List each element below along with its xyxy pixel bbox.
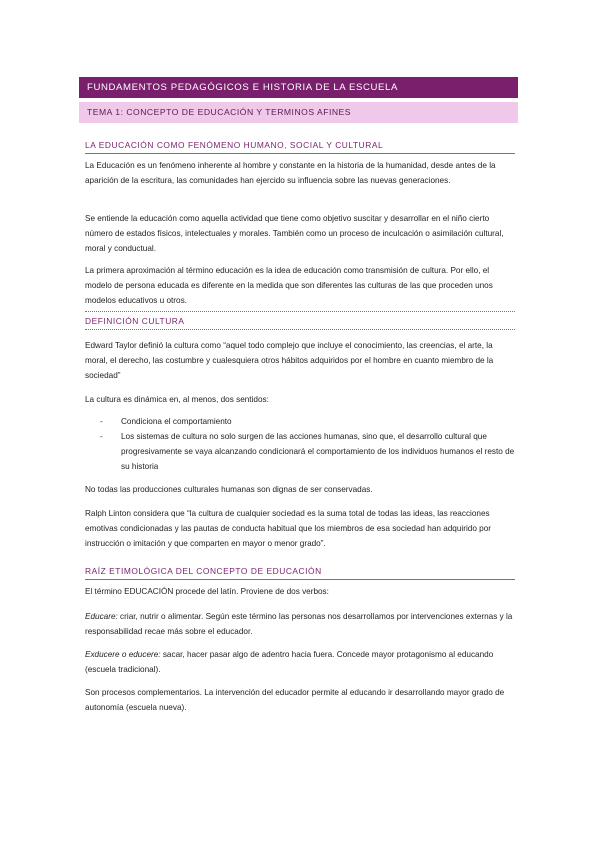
paragraph: La Educación es un fenómeno inherente al hombre y constante en la historia de la humanidad, desde antes de la aparición de la escritura, las comunidades han ejercido su influencia sobre las nuevas generaciones.	[85, 161, 496, 185]
paragraph: No todas las producciones culturales humanas son dignas de ser conservadas.	[85, 485, 373, 494]
bullet-marker: -	[100, 417, 103, 426]
paragraph: Son procesos complementarios. La intervención del educador permite al educando ir desarrollando mayor grado de autonomía (escuela nueva).	[85, 688, 505, 712]
paragraph-educare	[85, 609, 515, 639]
paragraph: Se entiende la educación como aquella actividad que tiene como objetivo suscitar y desarrollar en el niño cierto número de estados físicos, intelectuales y morales. También como un proceso de inculcación o asimilación cultural, moral y conductual.	[85, 214, 504, 253]
course-title-banner: FUNDAMENTOS PEDAGÓGICOS E HISTORIA DE LA ESCUELA	[79, 77, 518, 98]
term-exducere: Exducere o educere:	[85, 650, 161, 659]
list-item-text: Condiciona el comportamiento	[121, 417, 232, 426]
bullet-list	[100, 414, 515, 474]
section-heading-definicion-cultura: DEFINICIÓN CULTURA	[85, 311, 515, 330]
section-heading-raiz-etimologica: RAÍZ ETIMOLÓGICA DEL CONCEPTO DE EDUCACIÓN	[85, 566, 515, 580]
term-educare: Educare:	[85, 612, 118, 621]
paragraph: La primera aproximación al término educación es la idea de educación como transmisión de cultura. Por ello, el modelo de persona educada es diferente en la medida que son diferentes las culturas de las que proceden unos modelos educativos u otros.	[85, 266, 493, 305]
definition-exducere: sacar, hacer pasar algo de adentro hacia fuera. Concede mayor protagonismo al educando (escuela tradicional).	[85, 650, 494, 674]
paragraph: Ralph Linton considera que “la cultura de cualquier sociedad es la suma total de todas las ideas, las reacciones emotivas condicionadas y las pautas de conducta habitual que los miembros de esa sociedad han adquirido por instrucción o imitación y que comparten en mayor o menor grado”.	[85, 509, 491, 548]
section-heading-educacion-fenomeno: LA EDUCACIÓN COMO FENÓMENO HUMANO, SOCIAL Y CULTURAL	[85, 140, 515, 154]
paragraph: Edward Taylor definió la cultura como “aquel todo complejo que incluye el conocimiento, las creencias, el arte, la moral, el derecho, las costumbre y cualesquiera otros hábitos adquiridos por el hombre en cuanto miembro de la sociedad”	[85, 341, 494, 380]
list-item-text: Los sistemas de cultura no solo surgen de las acciones humanas, sino que, el desarrollo cultural que progresivamente se vaya alcanzando condicionará el comportamiento de los individuos humanos el resto de su historia	[121, 432, 515, 471]
list-item	[100, 414, 515, 429]
paragraph: La cultura es dinámica en, al menos, dos sentidos:	[85, 395, 269, 404]
definition-educare: criar, nutrir o alimentar. Según este término las personas nos desarrollamos por intervenciones externas y la responsabilidad recae más sobre el educador.	[85, 612, 513, 636]
bullet-marker: -	[100, 432, 103, 441]
list-item	[100, 429, 515, 474]
unit-title-banner: TEMA 1: CONCEPTO DE EDUCACIÓN Y TERMINOS AFINES	[79, 102, 518, 123]
paragraph: El término EDUCACIÓN procede del latín. Proviene de dos verbos:	[85, 587, 329, 596]
paragraph-exducere	[85, 647, 515, 677]
